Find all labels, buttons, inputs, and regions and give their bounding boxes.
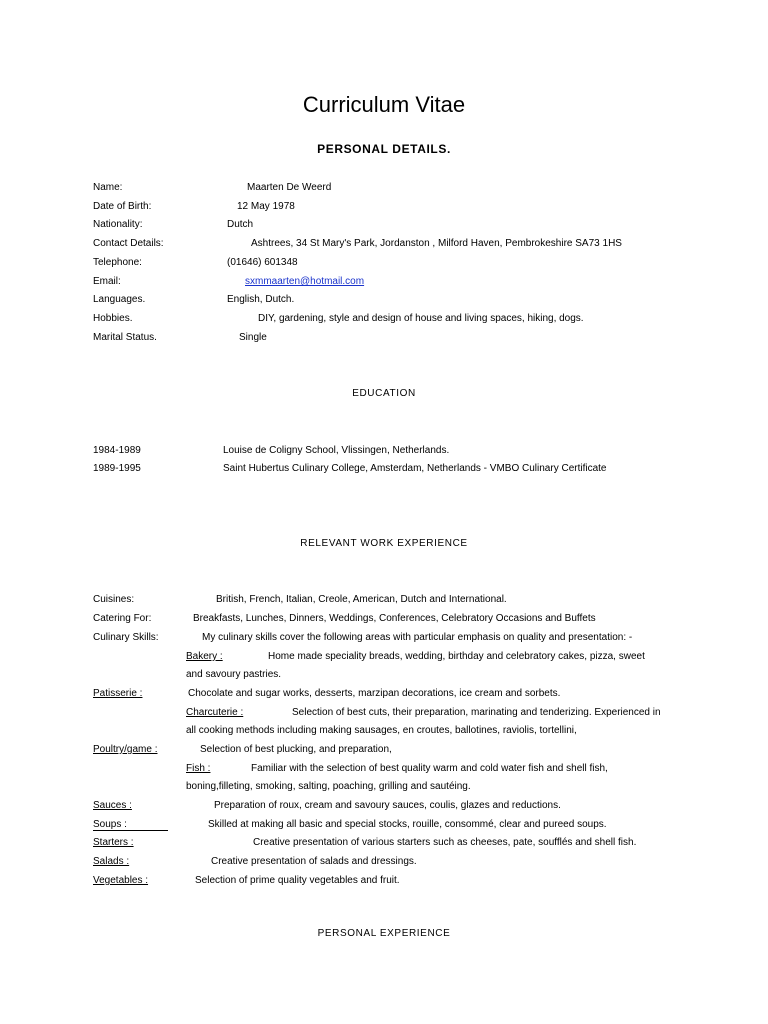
- sauces-value: Preparation of roux, cream and savoury sauces, coulis, glazes and reductions.: [214, 800, 561, 811]
- fish-value: Familiar with the selection of best quality warm and cold water fish and shell fish,: [251, 763, 608, 774]
- hobbies-value: DIY, gardening, style and design of house and living spaces, hiking, dogs.: [258, 313, 584, 324]
- soups-label-underline: [93, 819, 168, 831]
- education-years: 1989-1995: [93, 463, 141, 474]
- dob-label: Date of Birth:: [93, 201, 152, 212]
- patisserie-value: Chocolate and sugar works, desserts, marzipan decorations, ice cream and sorbets.: [188, 688, 561, 699]
- soups-label: Soups :: [93, 819, 127, 830]
- document-title: Curriculum Vitae: [302, 92, 466, 117]
- bakery-value: Home made speciality breads, wedding, birthday and celebratory cakes, pizza, sweet: [268, 651, 645, 662]
- languages-label: Languages.: [93, 294, 146, 305]
- catering-value: Breakfasts, Lunches, Dinners, Weddings, Conferences, Celebratory Occasions and Buffets: [193, 613, 596, 624]
- marital-value: Single: [239, 332, 267, 343]
- poultry-value: Selection of best plucking, and preparation,: [200, 744, 392, 755]
- bakery-label: Bakery :: [186, 651, 223, 662]
- skills-value: My culinary skills cover the following areas with particular emphasis on quality and presentation: -: [202, 632, 633, 643]
- languages-value: English, Dutch.: [227, 294, 295, 305]
- education-years: 1984-1989: [93, 445, 141, 456]
- cuisines-value: British, French, Italian, Creole, American, Dutch and International.: [216, 594, 507, 605]
- starters-label: Starters :: [93, 837, 134, 848]
- education-heading: EDUCATION: [352, 388, 416, 399]
- email-label: Email:: [93, 276, 121, 287]
- name-label: Name:: [93, 182, 123, 193]
- cuisines-label: Cuisines:: [93, 594, 135, 605]
- salads-label: Salads :: [93, 856, 130, 867]
- personal-experience-heading: PERSONAL EXPERIENCE: [317, 928, 451, 939]
- vegetables-value: Selection of prime quality vegetables and fruit.: [195, 875, 400, 886]
- nationality-value: Dutch: [227, 219, 254, 230]
- telephone-label: Telephone:: [93, 257, 142, 268]
- fish-label: Fish :: [186, 763, 211, 774]
- dob-value: 12 May 1978: [237, 201, 295, 212]
- fish-continuation: boning,filleting, smoking, salting, poaching, grilling and sautéing.: [186, 781, 471, 792]
- sauces-label: Sauces :: [93, 800, 132, 811]
- work-experience-heading: RELEVANT WORK EXPERIENCE: [300, 538, 468, 549]
- charcuterie-continuation: all cooking methods including making sausages, en croutes, ballotines, raviolis, tortellini,: [186, 725, 577, 736]
- contact-label: Contact Details:: [93, 238, 164, 249]
- starters-value: Creative presentation of various starters such as cheeses, pate, soufflés and shell fish.: [253, 837, 637, 848]
- patisserie-label: Patisserie :: [93, 688, 143, 699]
- charcuterie-label: Charcuterie :: [186, 707, 244, 718]
- nationality-label: Nationality:: [93, 219, 143, 230]
- skills-label: Culinary Skills:: [93, 632, 159, 643]
- education-desc: Louise de Coligny School, Vlissingen, Netherlands.: [223, 445, 450, 456]
- personal-details-heading: PERSONAL DETAILS.: [317, 142, 451, 156]
- salads-value: Creative presentation of salads and dressings.: [211, 856, 417, 867]
- hobbies-label: Hobbies.: [93, 313, 133, 324]
- name-value: Maarten De Weerd: [247, 182, 332, 193]
- education-desc: Saint Hubertus Culinary College, Amsterdam, Netherlands - VMBO Culinary Certificate: [223, 463, 607, 474]
- contact-value: Ashtrees, 34 St Mary's Park, Jordanston , Milford Haven, Pembrokeshire SA73 1HS: [251, 238, 622, 249]
- poultry-label: Poultry/game :: [93, 744, 158, 755]
- bakery-continuation: and savoury pastries.: [186, 669, 282, 680]
- soups-value: Skilled at making all basic and special stocks, rouille, consommé, clear and pureed soups.: [208, 819, 607, 830]
- catering-label: Catering For:: [93, 613, 152, 624]
- email-link[interactable]: sxmmaarten@hotmail.com: [245, 276, 365, 287]
- charcuterie-value: Selection of best cuts, their preparation, marinating and tenderizing. Experienced in: [292, 707, 661, 718]
- telephone-value: (01646) 601348: [227, 257, 298, 268]
- marital-label: Marital Status.: [93, 332, 157, 343]
- vegetables-label: Vegetables :: [93, 875, 149, 886]
